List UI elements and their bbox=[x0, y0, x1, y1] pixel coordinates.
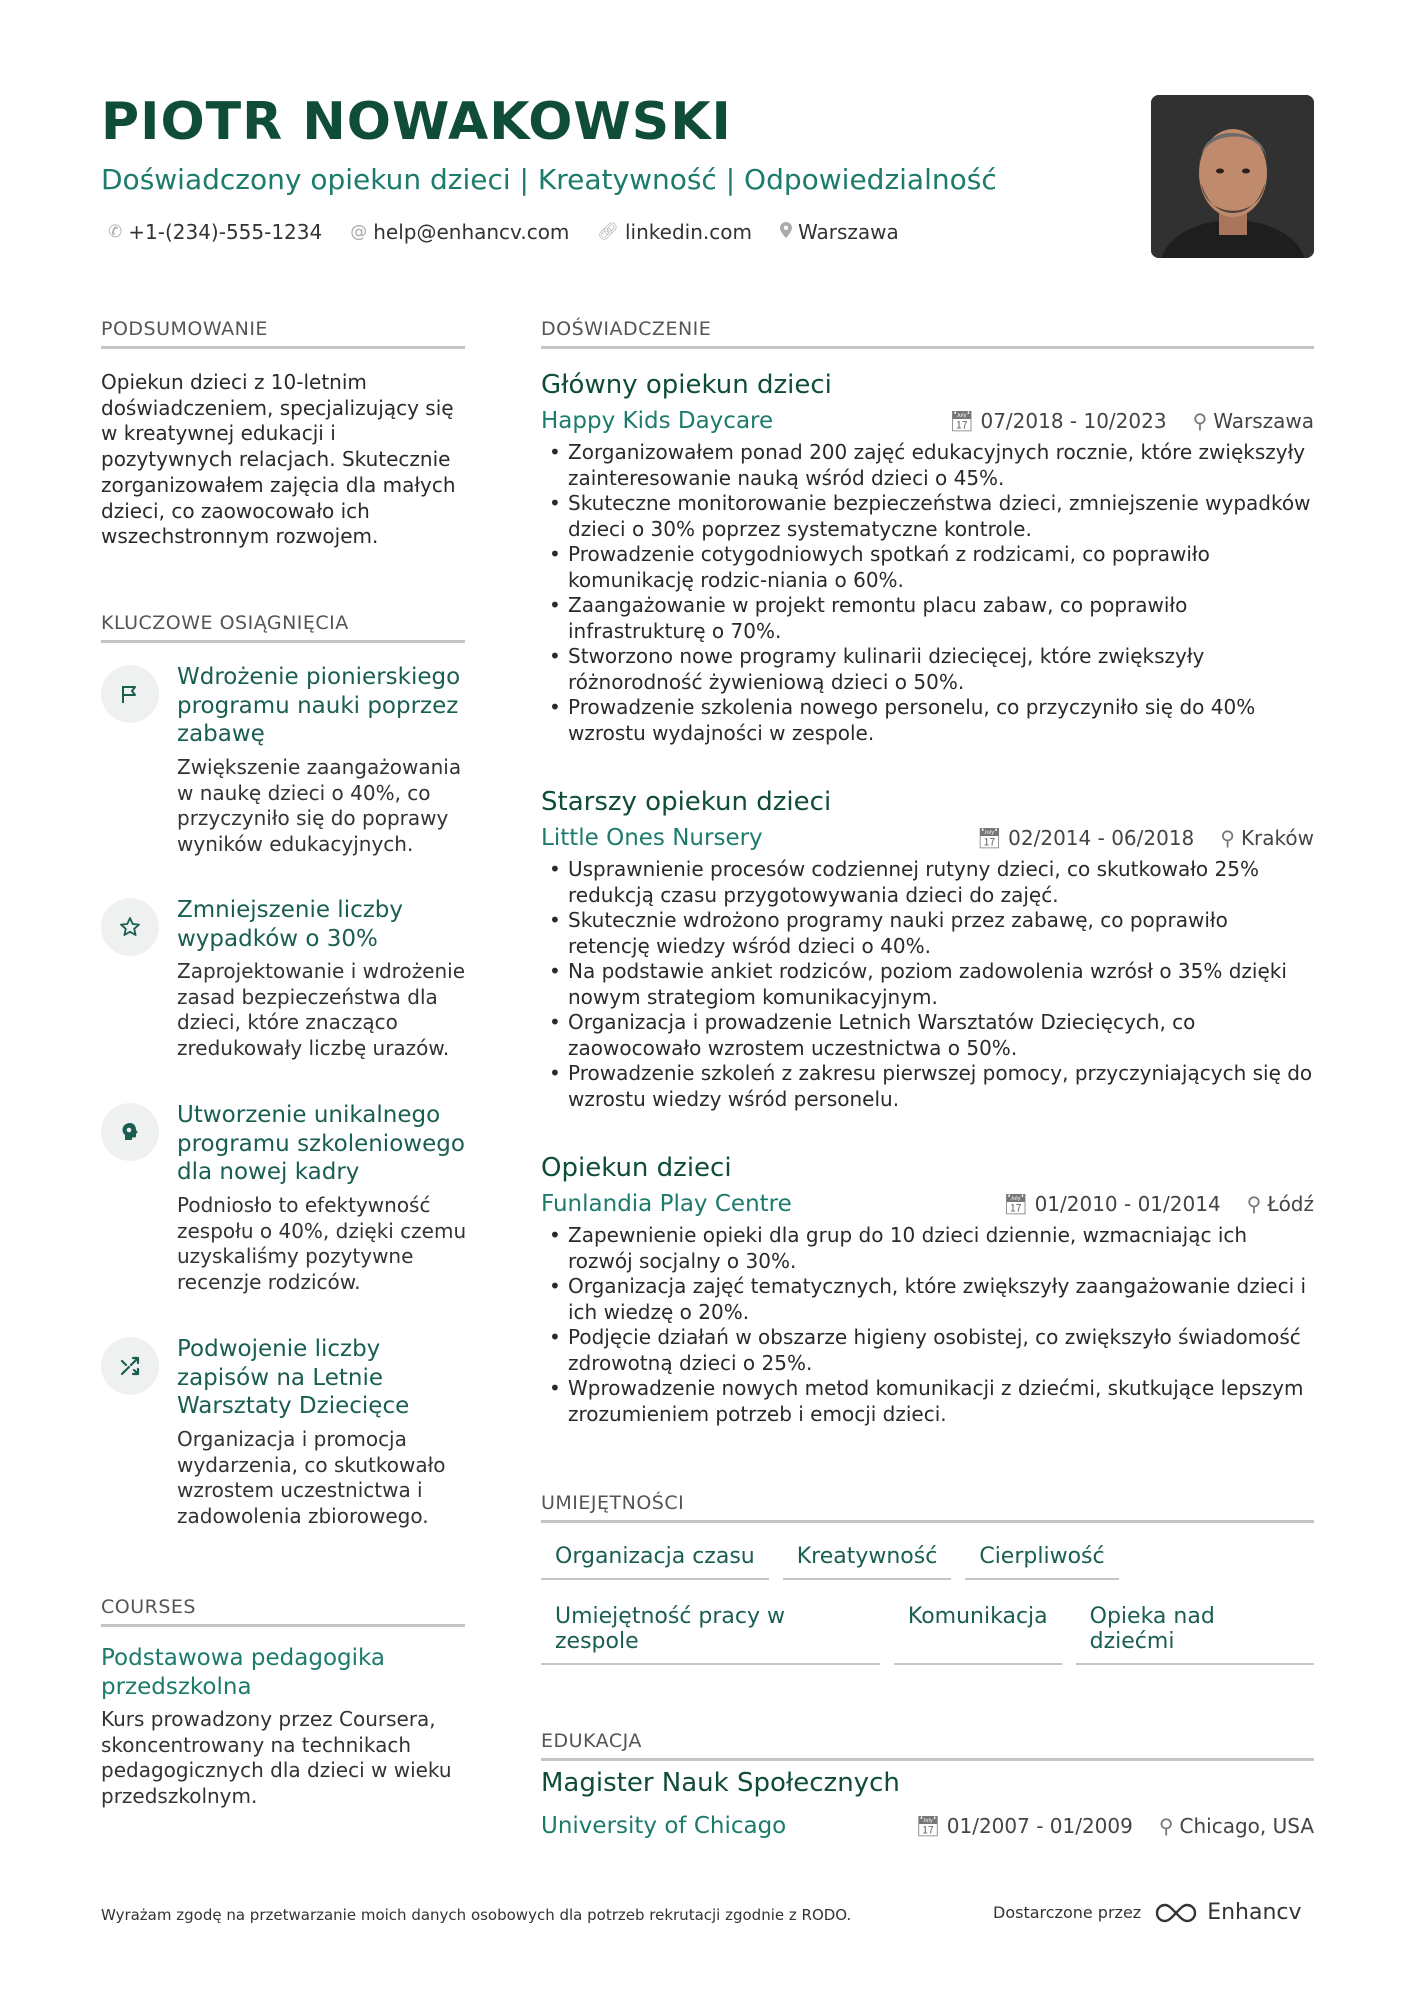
job-company: Happy Kids Daycare bbox=[541, 408, 774, 434]
powered-by[interactable] bbox=[993, 1900, 1302, 1925]
calendar-icon: 📅︎ bbox=[949, 409, 975, 433]
education-heading: EDUKACJA bbox=[541, 1730, 1314, 1761]
job-bullet: • Na podstawie ankiet rodziców, poziom zadowolenia wzrósł o 35% dzięki nowym strategiom komunikacyjnym. bbox=[541, 959, 1314, 1010]
skill-tag: Cierpliwość bbox=[965, 1538, 1118, 1580]
skills-heading: UMIEJĘTNOŚCI bbox=[541, 1492, 1314, 1523]
education-degree: Magister Nauk Społecznych bbox=[541, 1768, 900, 1798]
job-location: Łódź bbox=[1267, 1192, 1314, 1216]
job-location: Warszawa bbox=[1213, 409, 1314, 433]
summary-text: Opiekun dzieci z 10-letnim doświadczeniem, specjalizujący się w kreatywnej edukacji i pozytywnych relacjach. Skutecznie zorganizowałem zajęcia dla małych dzieci, co zaowocowało ich wszechstronnym rozwojem. bbox=[101, 370, 456, 549]
job-bullet: • Stworzono nowe programy kulinarii dziecięcej, które zwiększyły różnorodność żywieniową dzieci o 50%. bbox=[541, 644, 1314, 695]
star-icon bbox=[101, 898, 159, 956]
job-bullet: • Prowadzenie szkolenia nowego personelu, co przyczyniło się do 40% wzrostu wydajności w zespole. bbox=[541, 695, 1314, 746]
at-icon: @ bbox=[350, 222, 368, 242]
location-pin-icon bbox=[780, 222, 792, 243]
job-dates: 01/2010 - 01/2014 bbox=[1034, 1192, 1221, 1216]
candidate-name: PIOTR NOWAKOWSKI bbox=[101, 92, 732, 152]
location-pin-icon: ⚲ bbox=[1158, 1814, 1174, 1838]
course-title: Podstawowa pedagogika przedszkolna bbox=[101, 1645, 386, 1700]
job-role: Starszy opiekun dzieci bbox=[541, 787, 832, 817]
job-dates: 02/2014 - 06/2018 bbox=[1008, 826, 1195, 850]
course-desc: Kurs prowadzony przez Coursera, skoncentrowany na technikach pedagogicznych dla dzieci w wieku przedszkolnym. bbox=[101, 1707, 452, 1808]
achievement-desc: Zaprojektowanie i wdrożenie zasad bezpieczeństwa dla dzieci, które znacząco zredukowały liczbę urazów. bbox=[177, 959, 466, 1060]
achievements-heading: KLUCZOWE OSIĄGNIĘCIA bbox=[101, 612, 465, 643]
brain-head-icon bbox=[101, 1103, 159, 1161]
calendar-icon: 📅︎ bbox=[1003, 1192, 1029, 1216]
linkedin-text: linkedin.com bbox=[625, 220, 752, 244]
achievement-title: Podwojenie liczby zapisów na Letnie Warsztaty Dziecięce bbox=[177, 1336, 410, 1419]
job-bullet: • Prowadzenie szkoleń z zakresu pierwszej pomocy, przyczyniających się do wzrostu wiedzy wśród personelu. bbox=[541, 1061, 1314, 1112]
achievement-desc: Zwiększenie zaangażowania w naukę dzieci o 40%, co przyczyniło się do poprawy wyników edukacyjnych. bbox=[177, 755, 462, 856]
powered-by-label: Dostarczone przez bbox=[993, 1903, 1142, 1922]
education-row bbox=[541, 1808, 1314, 1844]
job-bullet: • Skutecznie wdrożono programy nauki przez zabawę, co poprawiło retencję wiedzy wśród dzieci o 40%. bbox=[541, 908, 1314, 959]
job-bullet: • Zapewnienie opieki dla grup do 10 dzieci dziennie, wzmacniając ich rozwój socjalny o 30%. bbox=[541, 1223, 1314, 1274]
job-bullet: • Zaangażowanie w projekt remontu placu zabaw, co poprawiło infrastrukturę o 70%. bbox=[541, 593, 1314, 644]
location-text: Warszawa bbox=[797, 220, 899, 244]
education-location: Chicago, USA bbox=[1179, 1814, 1314, 1838]
skill-tag: Opieka nad dziećmi bbox=[1076, 1598, 1314, 1665]
education-school: University of Chicago bbox=[541, 1813, 787, 1839]
calendar-icon: 📅︎ bbox=[915, 1814, 941, 1838]
job-bullet: • Wprowadzenie nowych metod komunikacji z dziećmi, skutkujące lepszym zrozumieniem potrzeb i emocji dzieci. bbox=[541, 1376, 1314, 1427]
job-location: Kraków bbox=[1240, 826, 1314, 850]
job-dates: 07/2018 - 10/2023 bbox=[980, 409, 1167, 433]
contact-location bbox=[780, 220, 899, 244]
contact-row bbox=[108, 220, 899, 244]
growth-arrows-icon bbox=[101, 1337, 159, 1395]
enhancv-brand-text: Enhancv bbox=[1207, 1900, 1302, 1925]
calendar-icon: 📅︎ bbox=[976, 826, 1003, 850]
job-bullet: • Skuteczne monitorowanie bezpieczeństwa dzieci, zmniejszenie wypadków dzieci o 30% poprzez systematyczne kontrole. bbox=[541, 491, 1314, 542]
achievement-title: Zmniejszenie liczby wypadków o 30% bbox=[177, 897, 404, 952]
skill-tag: Organizacja czasu bbox=[541, 1538, 769, 1580]
email-text: help@enhancv.com bbox=[373, 220, 570, 244]
job-company: Little Ones Nursery bbox=[541, 825, 763, 851]
job-bullet: • Organizacja i prowadzenie Letnich Warsztatów Dziecięcych, co zaowocowało wzrostem uczestnictwa o 50%. bbox=[541, 1010, 1314, 1061]
job-bullet: • Zorganizowałem ponad 200 zajęć edukacyjnych rocznie, które zwiększyły zainteresowanie nauką wśród dzieci o 45%. bbox=[541, 440, 1314, 491]
contact-linkedin[interactable] bbox=[597, 220, 752, 244]
job-entry bbox=[541, 1150, 1314, 1427]
job-bullets bbox=[541, 440, 1314, 746]
skill-tag: Umiejętność pracy w zespole bbox=[541, 1598, 880, 1665]
courses-heading: COURSES bbox=[101, 1596, 465, 1627]
job-bullets bbox=[541, 857, 1314, 1112]
experience-heading: DOŚWIADCZENIE bbox=[541, 318, 1314, 349]
phone-icon: ✆ bbox=[108, 222, 123, 242]
skills-list bbox=[541, 1538, 1314, 1683]
job-entry bbox=[541, 367, 1314, 746]
enhancv-brand[interactable] bbox=[1153, 1900, 1301, 1925]
skill-tag: Kreatywność bbox=[783, 1538, 952, 1580]
education-dates: 01/2007 - 01/2009 bbox=[946, 1814, 1133, 1838]
phone-text: +1-(234)-555-1234 bbox=[128, 220, 323, 244]
contact-email[interactable] bbox=[350, 220, 569, 244]
flag-icon bbox=[101, 665, 159, 723]
job-bullet: • Organizacja zajęć tematycznych, które zwiększyły zaangażowanie dzieci i ich wiedzę o 20%. bbox=[541, 1274, 1314, 1325]
profile-photo bbox=[1151, 95, 1314, 258]
location-pin-icon: ⚲ bbox=[1246, 1192, 1262, 1216]
contact-phone[interactable] bbox=[108, 220, 322, 244]
skill-tag: Komunikacja bbox=[894, 1598, 1062, 1665]
location-pin-icon: ⚲ bbox=[1220, 826, 1235, 850]
job-entry bbox=[541, 784, 1314, 1112]
job-bullet: • Podjęcie działań w obszarze higieny osobistej, co zwiększyło świadomość zdrowotną dzieci o 25%. bbox=[541, 1325, 1314, 1376]
candidate-tagline: Doświadczony opiekun dzieci | Kreatywność | Odpowiedzialność bbox=[101, 163, 997, 196]
job-company: Funlandia Play Centre bbox=[541, 1191, 792, 1217]
job-role: Opiekun dzieci bbox=[541, 1153, 732, 1183]
job-bullet: • Usprawnienie procesów codziennej rutyny dzieci, co skutkowało 25% redukcją czasu przygotowywania dzieci do zajęć. bbox=[541, 857, 1314, 908]
achievement-title: Wdrożenie pionierskiego programu nauki poprzez zabawę bbox=[177, 664, 461, 747]
enhancv-logo-icon bbox=[1153, 1901, 1199, 1925]
link-icon: 🔗︎ bbox=[597, 222, 619, 242]
summary-heading: PODSUMOWANIE bbox=[101, 318, 465, 349]
job-bullet: • Prowadzenie cotygodniowych spotkań z rodzicami, co poprawiło komunikację rodzic-niania o 60%. bbox=[541, 542, 1314, 593]
achievement-desc: Podniosło to efektywność zespołu o 40%, dzięki czemu uzyskaliśmy pozytywne recenzje rodziców. bbox=[177, 1193, 467, 1294]
job-role: Główny opiekun dzieci bbox=[541, 370, 832, 400]
gdpr-consent: Wyrażam zgodę na przetwarzanie moich danych osobowych dla potrzeb rekrutacji zgodnie z RODO. bbox=[101, 1906, 852, 1924]
job-bullets bbox=[541, 1223, 1314, 1427]
achievement-desc: Organizacja i promocja wydarzenia, co skutkowało wzrostem uczestnictwa i zadowolenia zbiorowego. bbox=[177, 1427, 446, 1528]
achievement-title: Utworzenie unikalnego programu szkoleniowego dla nowej kadry bbox=[177, 1102, 465, 1185]
location-pin-icon: ⚲ bbox=[1192, 409, 1208, 433]
